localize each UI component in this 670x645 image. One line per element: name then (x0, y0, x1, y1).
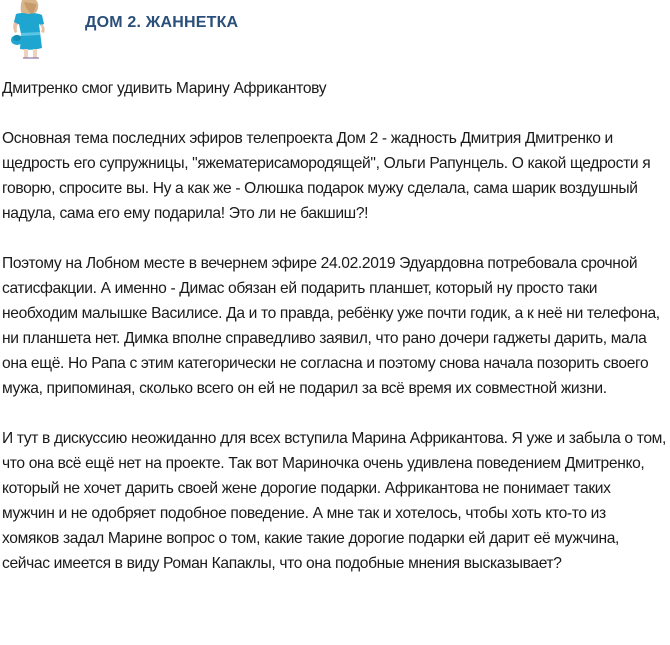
channel-name[interactable]: ДОМ 2. ЖАННЕТКА (85, 14, 239, 31)
channel-header (0, 0, 670, 60)
post-paragraph: Поэтому на Лобном месте в вечернем эфире 24.02.2019 Эдуардовна потребовала срочной сатисфакции. А именно - Димас обязан ей подарить планшет, который ну просто таки необходим малышке Василисе. Да и то правда, ребёнку уже почти годик, а к неё ни телефона, ни планшета нет. Димка вполне справедливо заявил, что рано дочери гаджеты дарить, мала она ещё. Но Рапа с этим категорически не согласна и поэтому снова начала позорить своего мужа, припоминая, сколько всего он ей не подарил за всё время их совместной жизни. (2, 255, 660, 397)
post-paragraph: Основная тема последних эфиров телепроекта Дом 2 - жадность Дмитрия Дмитренко и щедрость его супружницы, "яжематерисамородящей", Ольги Рапунцель. О какой щедрости я говорю, спросите вы. Ну а как же - Олюшка подарок мужу сделала, сама шарик воздушный надула, сама его ему подарила! Это ли не бакшиш?! (2, 130, 651, 222)
post-paragraph: И тут в дискуссию неожиданно для всех вступила Марина Африкантова. Я уже и забыла о том, что она всё ещё нет на проекте. Так вот Мариночка очень удивлена поведением Дмитренко, который не хочет дарить своей жене дорогие подарки. Африкантова не понимает таких мужчин и не одобряет подобное поведение. А мне так и хотелось, чтобы хоть кто-то из хомяков задал Марине вопрос о том, какие такие дорогие подарки ей дарит её мужчина, сейчас имеется в виду Роман Капаклы, что она подобные мнения высказывает? (2, 430, 667, 572)
avatar[interactable] (6, 0, 50, 60)
post-body (2, 76, 666, 601)
avatar-image-icon (6, 0, 50, 60)
post-title: Дмитренко смог удивить Марину Африкантову (2, 80, 327, 97)
